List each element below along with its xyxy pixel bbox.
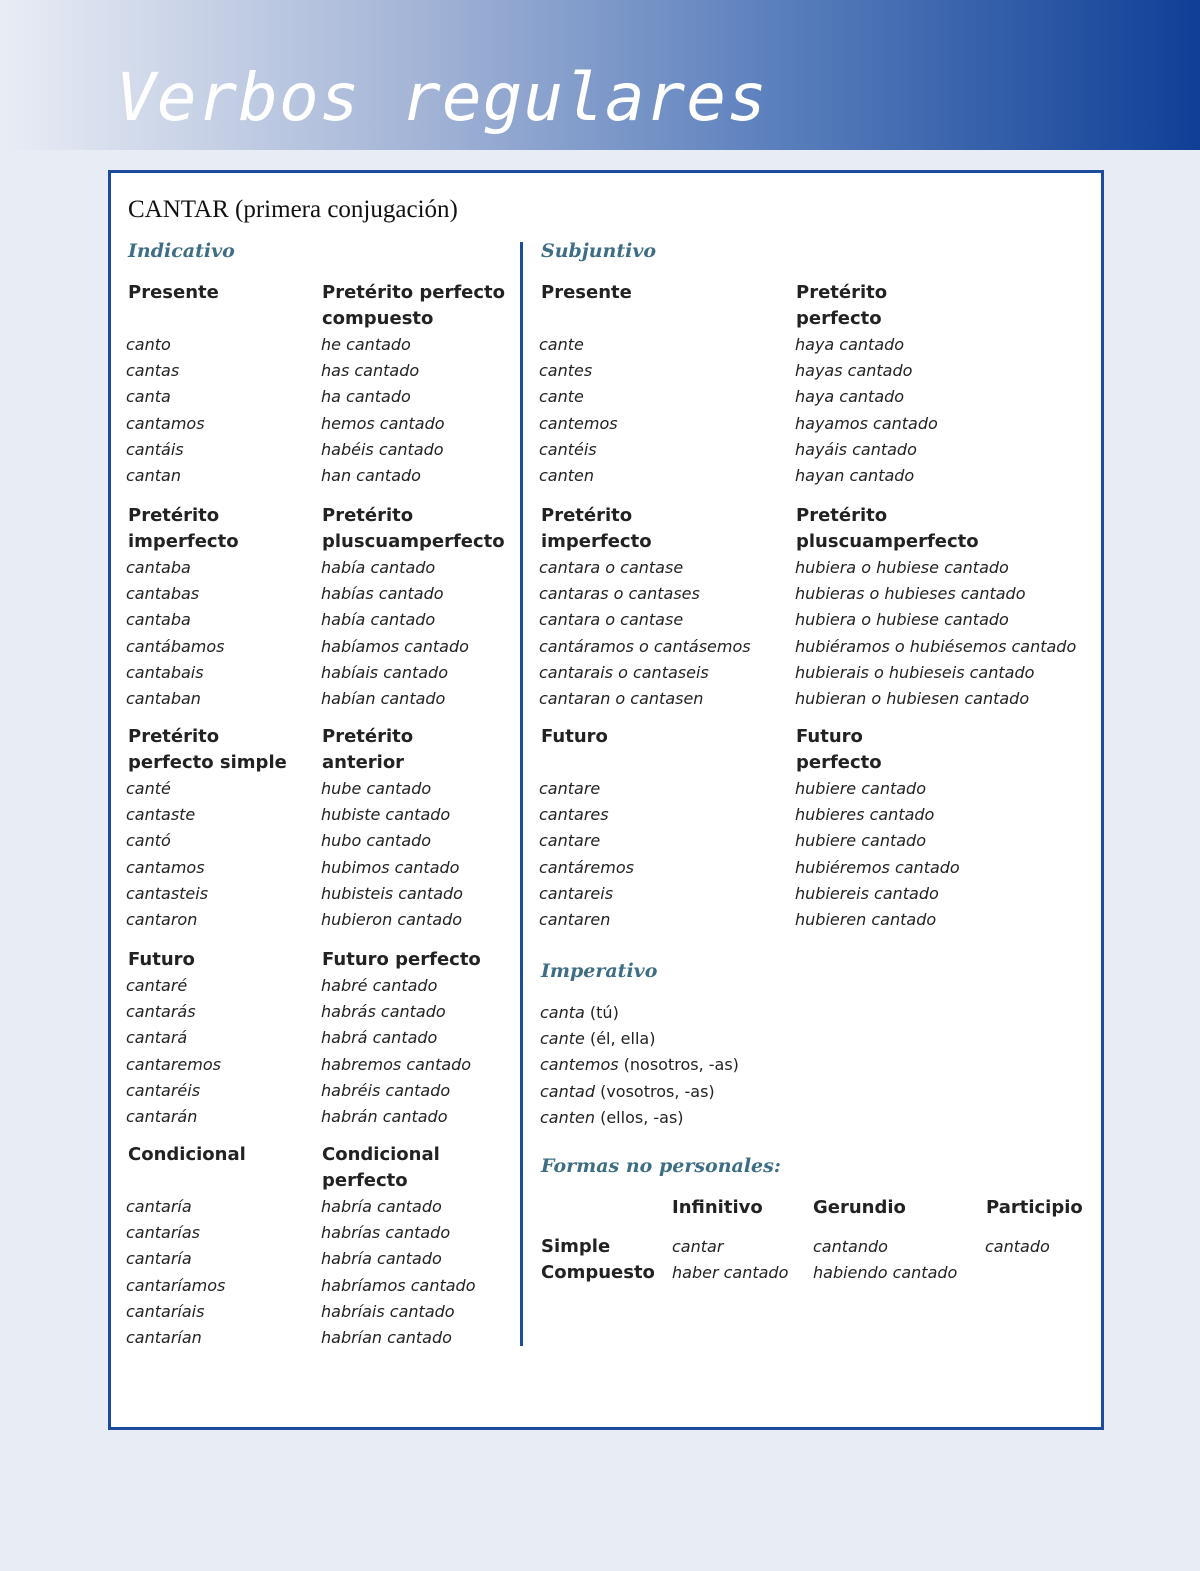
conjugation-form: hubieran o hubiesen cantado [795, 689, 1030, 709]
indicativo-futuro-forms [126, 973, 221, 1130]
conjugation-form: cantábamos [126, 636, 225, 656]
conjugation-form: cantara o cantase [539, 558, 684, 577]
conjugation-form: habríais cantado [321, 1301, 455, 1321]
indicativo-futuro-perfecto-forms [321, 973, 471, 1130]
conjugation-form: canté [126, 779, 171, 798]
subjuntivo-preterito-pluscuamperfecto-forms [795, 555, 1076, 712]
subjuntivo-preterito-perfecto-title: Pretérito perfecto [796, 282, 888, 329]
conjugation-form: cantaría [126, 1197, 192, 1216]
conjugation-form: cantare [539, 779, 601, 798]
conjugation-form: hemos cantado [321, 413, 445, 433]
conjugation-form: cantaríamos [126, 1275, 226, 1295]
conjugation-form: hubimos cantado [321, 857, 460, 877]
subjuntivo-preterito-pluscuamperfecto-title: Pretérito pluscuamperfecto [796, 505, 979, 552]
row-label-simple: Simple [541, 1236, 611, 1257]
conjugation-form: cantaremos [126, 1054, 221, 1074]
compuesto-infinitivo: haber cantado [672, 1263, 789, 1282]
conjugation-form: hubiera o hubiese cantado [795, 610, 1009, 630]
indicativo-preterito-anterior-title: Pretérito anterior [322, 726, 414, 773]
header-infinitivo: Infinitivo [672, 1197, 763, 1218]
conjugation-form: habría cantado [321, 1197, 442, 1216]
subjuntivo-futuro-title: Futuro [541, 726, 608, 747]
conjugation-form: cantas [126, 361, 180, 381]
imperativo-person: (él, ella) [584, 1029, 656, 1049]
conjugation-form: cantamos [126, 413, 205, 433]
title-banner [0, 0, 1200, 150]
column-divider [520, 242, 523, 1346]
conjugation-form: cantó [126, 831, 171, 851]
indicativo-preterito-imperfecto-forms [126, 555, 225, 712]
compuesto-gerundio: habiendo cantado [813, 1263, 958, 1282]
conjugation-form: cantaran o cantasen [539, 689, 704, 709]
simple-infinitivo: cantar [672, 1237, 724, 1256]
conjugation-form: habrían cantado [321, 1328, 452, 1348]
indicativo-preterito-perfecto-simple-title: Pretérito perfecto simple [128, 726, 287, 773]
indicativo-condicional-title: Condicional [128, 1144, 246, 1165]
imperativo-verb: canta [540, 1003, 585, 1022]
conjugation-form: hubiereis cantado [795, 883, 939, 903]
conjugation-form: cantaba [126, 558, 191, 577]
conjugation-form: cantaréis [126, 1080, 201, 1100]
conjugation-form: cantaste [126, 805, 196, 825]
indicativo-condicional-perfecto-forms [321, 1194, 476, 1351]
conjugation-form: cantáremos [539, 857, 634, 877]
subjuntivo-preterito-imperfecto-title: Pretérito imperfecto [541, 505, 652, 552]
conjugation-form: hubisteis cantado [321, 883, 463, 903]
simple-gerundio: cantando [813, 1237, 888, 1256]
indicativo-preterito-pluscuamperfecto-forms [321, 555, 469, 712]
conjugation-form: cantaba [126, 610, 191, 630]
section-imperativo: Imperativo [541, 960, 658, 982]
indicativo-preterito-perfecto-compuesto-title: Pretérito perfecto compuesto [322, 282, 506, 329]
conjugation-form: has cantado [321, 361, 420, 381]
conjugation-form: cantarían [126, 1328, 202, 1348]
conjugation-form: hubieres cantado [795, 805, 935, 825]
conjugation-form: hubiéremos cantado [795, 857, 960, 877]
conjugation-form: han cantado [321, 466, 421, 486]
conjugation-form: hayamos cantado [795, 413, 938, 433]
conjugation-form: cantaren [539, 910, 611, 930]
conjugation-form: cantareis [539, 883, 614, 903]
conjugation-form: cantare [539, 831, 601, 851]
subjuntivo-futuro-forms [539, 776, 634, 933]
conjugation-form: cantará [126, 1028, 188, 1048]
conjugation-form: habrás cantado [321, 1002, 446, 1022]
conjugation-form: hubieras o hubieses cantado [795, 584, 1026, 604]
conjugation-form: cantemos [539, 413, 618, 433]
conjugation-form: había cantado [321, 610, 436, 630]
conjugation-form: hayan cantado [795, 466, 915, 486]
subjuntivo-futuro-perfecto-forms [795, 776, 960, 933]
conjugation-form: hubo cantado [321, 831, 432, 851]
conjugation-form: habías cantado [321, 584, 444, 604]
conjugation-form: cantamos [126, 857, 205, 877]
conjugation-form: cantes [539, 361, 593, 381]
indicativo-condicional-perfecto-title: Condicional perfecto [322, 1144, 440, 1191]
conjugation-form: habíamos cantado [321, 636, 469, 656]
conjugation-form: ha cantado [321, 387, 411, 407]
conjugation-form: cantéis [539, 439, 597, 459]
conjugation-form: hayáis cantado [795, 439, 917, 459]
subjuntivo-presente-title: Presente [541, 282, 632, 303]
section-formas-no-personales: Formas no personales: [541, 1155, 781, 1177]
conjugation-form: cantabais [126, 662, 204, 682]
conjugation-form: cantarán [126, 1107, 198, 1127]
conjugation-form: cantares [539, 805, 609, 825]
conjugation-form: habríamos cantado [321, 1275, 476, 1295]
conjugation-form: cantarais o cantaseis [539, 662, 709, 682]
conjugation-form: he cantado [321, 335, 411, 354]
subjuntivo-futuro-perfecto-title: Futuro perfecto [796, 726, 882, 773]
indicativo-preterito-pluscuamperfecto-title: Pretérito pluscuamperfecto [322, 505, 505, 552]
conjugation-form: habíais cantado [321, 662, 448, 682]
conjugation-form: cantaré [126, 976, 188, 995]
indicativo-presente-title: Presente [128, 282, 219, 303]
imperativo-verb: cantemos [540, 1055, 619, 1075]
conjugation-form: hayas cantado [795, 361, 913, 381]
conjugation-form: cantáis [126, 439, 184, 459]
indicativo-futuro-title: Futuro [128, 949, 195, 970]
section-indicativo: Indicativo [128, 240, 235, 262]
conjugation-form: cantabas [126, 584, 200, 604]
indicativo-preterito-perfecto-simple-forms [126, 776, 208, 933]
header-gerundio: Gerundio [813, 1197, 906, 1218]
imperativo-row [540, 1105, 739, 1131]
conjugation-form: cante [539, 335, 584, 354]
imperativo-verb: canten [540, 1107, 595, 1127]
imperativo-person: (nosotros, -as) [618, 1055, 739, 1075]
indicativo-preterito-perfecto-compuesto-forms [321, 332, 445, 489]
conjugation-form: cantarás [126, 1002, 196, 1022]
conjugation-form: había cantado [321, 558, 436, 577]
conjugation-form: canten [539, 466, 594, 486]
conjugation-form: habría cantado [321, 1249, 442, 1269]
conjugation-form: habrán cantado [321, 1107, 448, 1127]
conjugation-form: hubieren cantado [795, 910, 937, 930]
indicativo-preterito-anterior-forms [321, 776, 463, 933]
conjugation-form: habremos cantado [321, 1054, 472, 1074]
conjugation-form: cantarías [126, 1223, 200, 1243]
conjugation-form: cantasteis [126, 883, 209, 903]
simple-participio: cantado [985, 1237, 1050, 1256]
conjugation-form: cantaría [126, 1249, 192, 1269]
imperativo-person: (tú) [584, 1003, 619, 1022]
conjugation-form: habéis cantado [321, 439, 444, 459]
conjugation-form: hubieron cantado [321, 910, 463, 930]
imperativo-verb: cante [540, 1029, 585, 1049]
conjugation-form: habrá cantado [321, 1028, 438, 1048]
conjugation-form: canto [126, 335, 171, 354]
conjugation-form: hubiste cantado [321, 805, 451, 825]
indicativo-futuro-perfecto-title: Futuro perfecto [322, 949, 481, 970]
verb-title: CANTAR (primera conjugación) [128, 196, 458, 223]
conjugation-form: hubiere cantado [795, 779, 926, 798]
conjugation-form: cantaron [126, 910, 198, 930]
subjuntivo-preterito-imperfecto-forms [539, 555, 751, 712]
conjugation-form: hubierais o hubieseis cantado [795, 662, 1035, 682]
conjugation-form: cantáramos o cantásemos [539, 636, 751, 656]
conjugation-form: haya cantado [795, 387, 905, 407]
conjugation-form: habré cantado [321, 976, 438, 995]
conjugation-form: hubiere cantado [795, 831, 926, 851]
imperativo-row [540, 1000, 739, 1026]
subjuntivo-presente-forms [539, 332, 618, 489]
conjugation-form: cantaban [126, 689, 201, 709]
conjugation-form: canta [126, 387, 171, 407]
indicativo-presente-forms [126, 332, 205, 489]
conjugation-form: habrías cantado [321, 1223, 451, 1243]
imperativo-row [540, 1026, 739, 1052]
indicativo-preterito-imperfecto-title: Pretérito imperfecto [128, 505, 239, 552]
imperativo-person: (ellos, -as) [595, 1107, 684, 1127]
conjugation-form: cantaras o cantases [539, 584, 700, 604]
subjuntivo-preterito-perfecto-forms [795, 332, 938, 489]
section-subjuntivo: Subjuntivo [541, 240, 657, 262]
page-title: Verbos regulares [116, 59, 768, 136]
imperativo-list [540, 1000, 739, 1131]
row-label-compuesto: Compuesto [541, 1262, 655, 1283]
conjugation-form: hubiera o hubiese cantado [795, 558, 1009, 577]
conjugation-form: hubiéramos o hubiésemos cantado [795, 636, 1077, 656]
conjugation-form: habían cantado [321, 689, 446, 709]
imperativo-person: (vosotros, -as) [594, 1081, 715, 1101]
conjugation-form: cantaríais [126, 1301, 205, 1321]
conjugation-form: hube cantado [321, 779, 432, 798]
imperativo-row [540, 1079, 739, 1105]
conjugation-form: habréis cantado [321, 1080, 451, 1100]
indicativo-condicional-forms [126, 1194, 225, 1351]
conjugation-form: haya cantado [795, 335, 905, 354]
imperativo-row [540, 1052, 739, 1078]
conjugation-form: cantara o cantase [539, 610, 684, 630]
conjugation-form: cantan [126, 466, 181, 486]
imperativo-verb: cantad [540, 1081, 595, 1101]
header-participio: Participio [986, 1197, 1083, 1218]
conjugation-form: cante [539, 387, 584, 407]
